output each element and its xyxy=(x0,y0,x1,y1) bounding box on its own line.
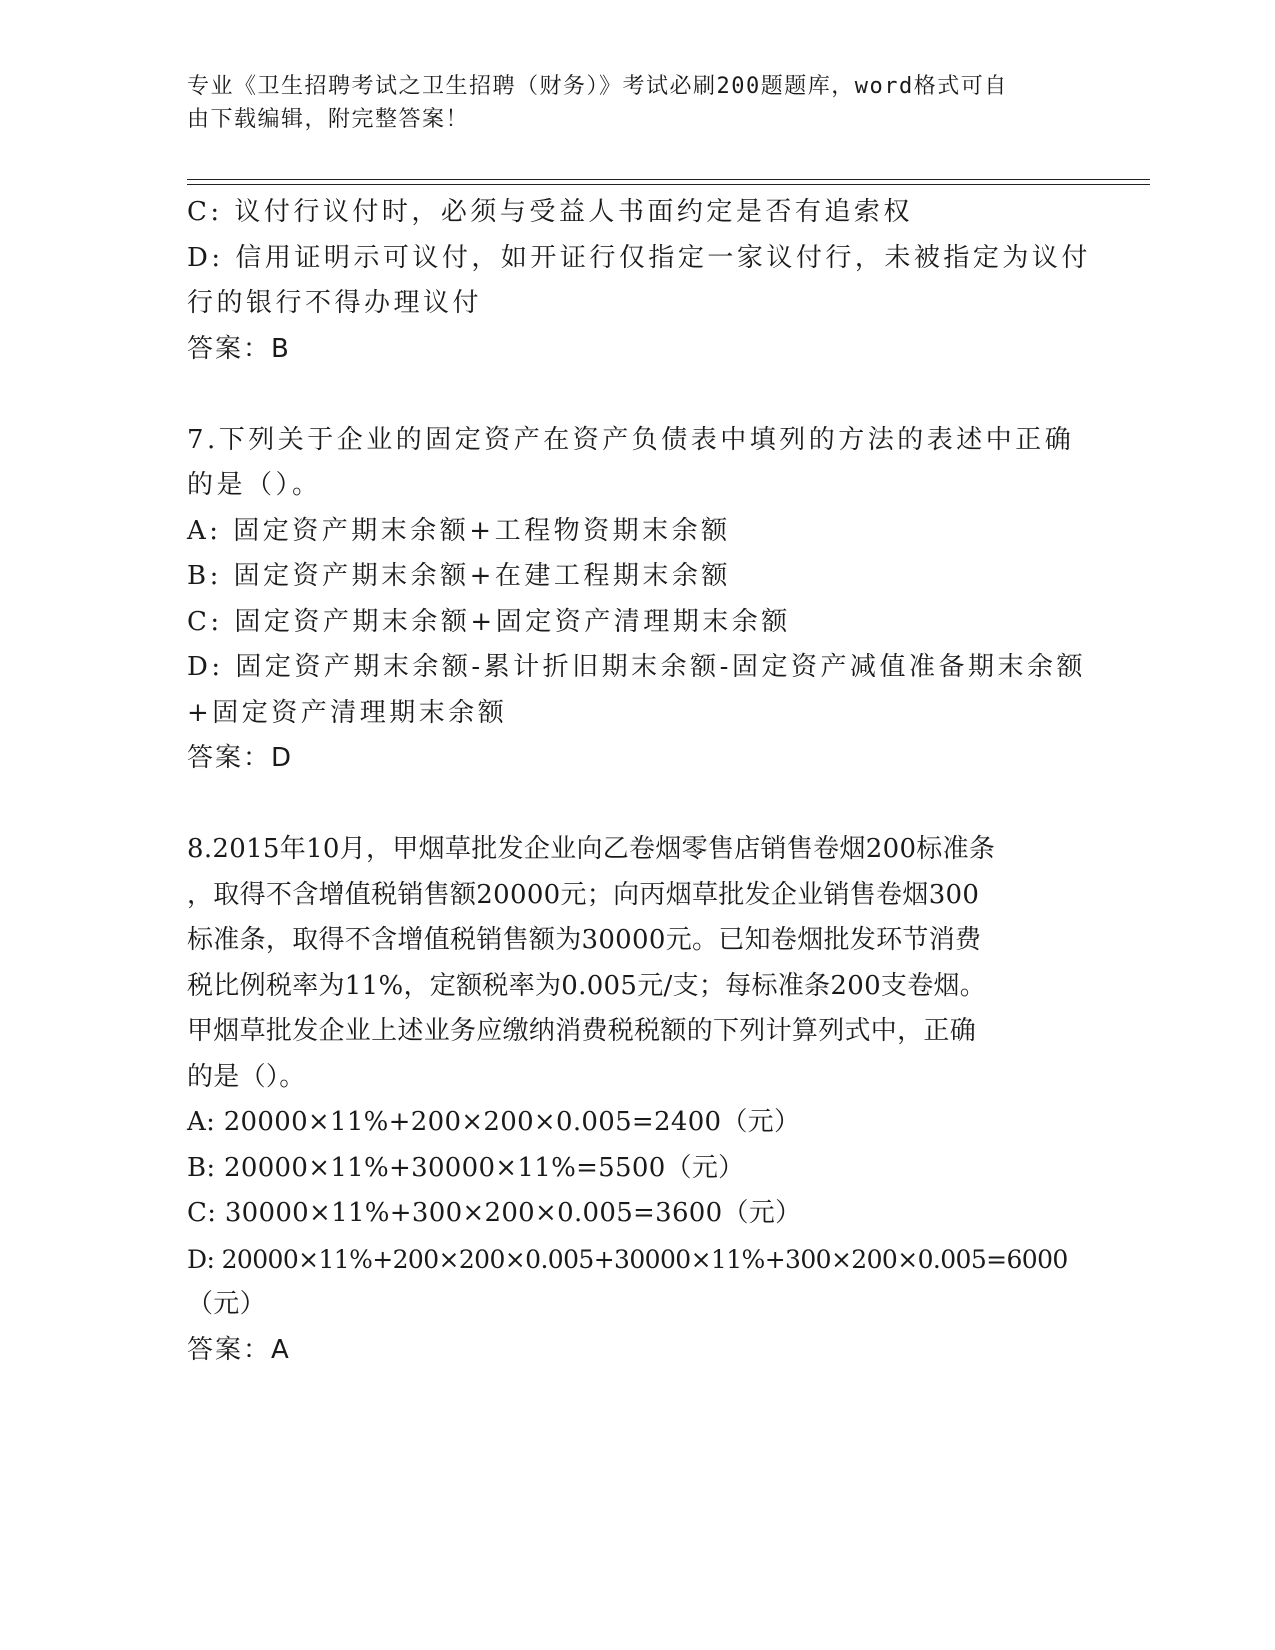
q8-answer: 答案：A xyxy=(187,1334,291,1365)
q8-option-c: C: 30000×11%+300×200×0.005=3600（元） xyxy=(187,1198,802,1228)
q8-stem-line-1: 8.2015年10月，甲烟草批发企业向乙卷烟零售店销售卷烟200标准条 xyxy=(187,834,996,864)
q7-stem-line-1: 7.下列关于企业的固定资产在资产负债表中填列的方法的表述中正确 xyxy=(187,424,1075,455)
prev-answer: 答案：B xyxy=(187,333,291,364)
q7-option-a: A: 固定资产期末余额+工程物资期末余额 xyxy=(187,515,731,546)
q7-option-d-line-2: +固定资产清理期末余额 xyxy=(187,697,508,728)
question-7 xyxy=(187,418,1087,782)
header-divider-top xyxy=(187,179,1150,180)
q8-option-d-line-2: （元） xyxy=(187,1289,266,1319)
prev-question xyxy=(187,190,1091,372)
q7-option-b: B: 固定资产期末余额+在建工程期末余额 xyxy=(187,561,731,591)
q8-option-b: B: 20000×11%+30000×11%=5500（元） xyxy=(187,1152,745,1183)
spacer xyxy=(187,372,1087,418)
document-header xyxy=(187,70,1087,136)
q7-option-c: C: 固定资产期末余额+固定资产清理期末余额 xyxy=(187,606,791,637)
q8-option-d-line-1: D: 20000×11%+200×200×0.005+30000×11%+300×200×0.005=6000 xyxy=(187,1244,1068,1274)
q8-stem-line-6: 的是（）。 xyxy=(187,1061,306,1092)
header-divider-bottom xyxy=(187,184,1150,185)
q7-stem-line-2: 的是（）。 xyxy=(187,470,322,500)
header-line-1: 专业《卫生招聘考试之卫生招聘（财务）》考试必刷200题题库，word格式可自 xyxy=(187,74,1008,99)
question-8 xyxy=(187,827,1087,1373)
prev-option-d-line-1: D: 信用证明示可议付，如开证行仅指定一家议付行，未被指定为议付 xyxy=(187,242,1091,273)
q8-stem-line-5: 甲烟草批发企业上述业务应缴纳消费税税额的下列计算列式中，正确 xyxy=(187,1016,977,1046)
q8-stem-line-4: 税比例税率为11%，定额税率为0.005元/支；每标准条200支卷烟。 xyxy=(187,970,987,1001)
prev-option-d-line-2: 行的银行不得办理议付 xyxy=(187,288,483,318)
spacer xyxy=(187,782,1087,828)
q7-answer: 答案：D xyxy=(187,743,294,773)
header-line-2: 由下载编辑，附完整答案！ xyxy=(187,107,470,132)
q8-stem-line-2: ，取得不含增值税销售额20000元；向丙烟草批发企业销售卷烟300 xyxy=(187,879,980,910)
q8-option-a: A: 20000×11%+200×200×0.005=2400（元） xyxy=(187,1107,801,1137)
q8-stem-line-3: 标准条，取得不含增值税销售额为30000元。已知卷烟批发环节消费 xyxy=(187,925,982,955)
prev-option-c: C: 议付行议付时，必须与受益人书面约定是否有追索权 xyxy=(187,197,913,227)
q7-option-d-line-1: D: 固定资产期末余额-累计折旧期末余额-固定资产减值准备期末余额 xyxy=(187,652,1086,682)
document-body xyxy=(187,190,1091,1373)
